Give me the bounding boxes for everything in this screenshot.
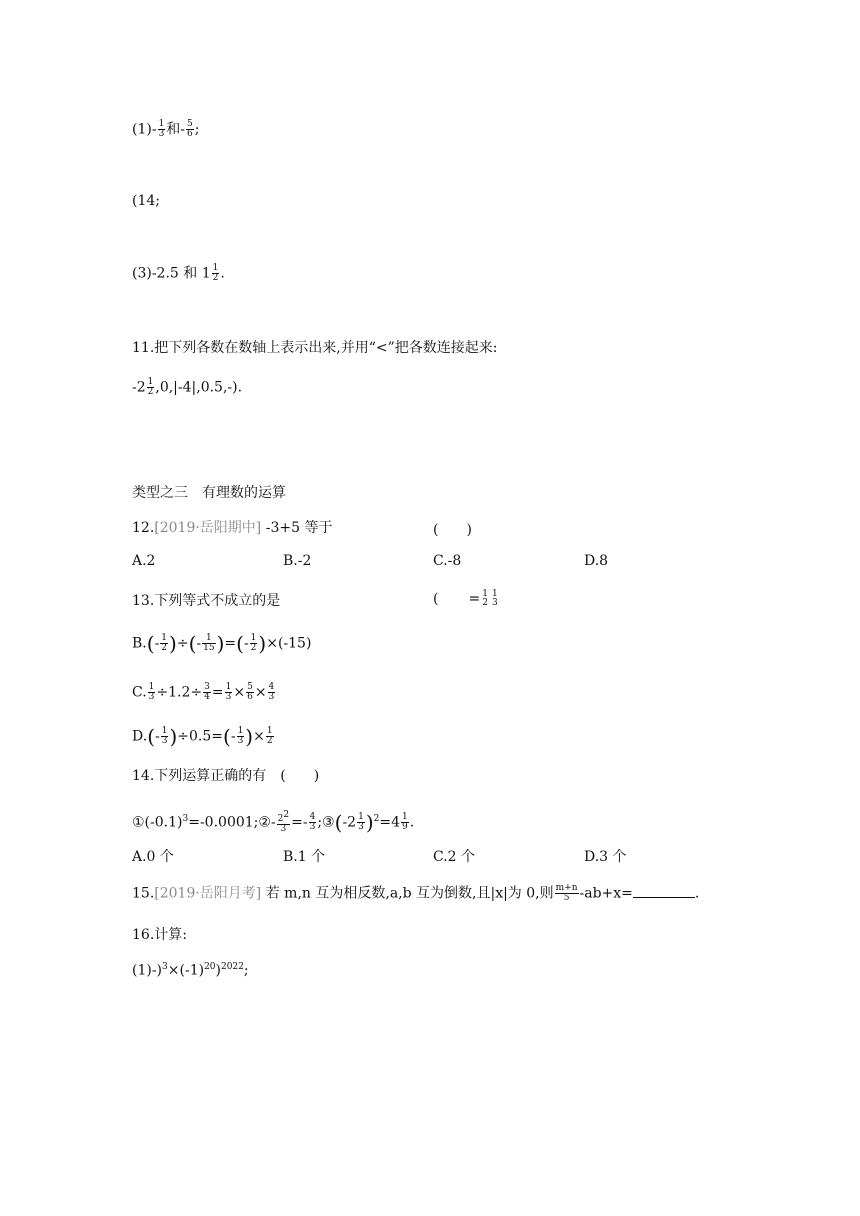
fraction: $\frac{m+n}{5}$ [555, 883, 578, 903]
fraction: $\frac{1}{3}$ [148, 682, 155, 702]
fraction: $\frac{3}{4}$ [204, 682, 210, 702]
q14-option-d: D.3 个 [584, 849, 627, 865]
fraction: $\frac{1}{3}$ [158, 119, 165, 139]
q13-answer-paren: ( = 1 2 1 3 [433, 589, 498, 608]
q12-answer-paren: ( ) [433, 522, 472, 538]
q10-item2: (14; [132, 193, 160, 209]
source-tag: [2019·岳阳月考] [154, 885, 262, 902]
fraction: $\frac{1}{2}$ [161, 633, 168, 653]
fraction: 1 2 [482, 589, 488, 608]
fraction: $\frac{1}{3}$ [237, 726, 244, 746]
q16-item1: $(1)-)^3\times(-1)^{20})^{2022}$; [132, 962, 249, 979]
q14-stem: 14.下列运算正确的有 ( ) [132, 768, 320, 784]
q13-option-c: C. $\frac{1}{3}$ ÷1.2÷ $\frac{3}{4}$ = $\frac{1}{3}$ × $\frac{5}{6}$ × $\frac{4}{3}$ [132, 682, 275, 702]
q14-expression: $①(-0.1)^3=-0.0001;②-$ $\frac{22}{3}$ =- $\frac{4}{3}$ ;③(-2 $\frac{1}{3}$ )$^2$=4 $\frac{1}{9}$ . [132, 810, 415, 835]
q13-option-b: B.(- $\frac{1}{2}$ )÷(- $\frac{1}{15}$ )=(- $\frac{1}{2}$ )×(-15) [132, 631, 312, 656]
q11-numbers: -2 $\frac{1}{2}$ ,0,|-4|,0.5,-). [132, 377, 243, 397]
fraction: $\frac{4}{3}$ [309, 812, 316, 833]
q12-option-a: A.2 [132, 553, 156, 569]
fraction: $\frac{5}{6}$ [187, 119, 193, 139]
fraction: 1 3 [491, 589, 498, 608]
fraction: $\frac{1}{2}$ [250, 633, 257, 653]
fraction: $\frac{22}{3}$ [277, 810, 290, 835]
q15-stem: 15.[2019·岳阳月考] 若 m,n 互为相反数,a,b 互为倒数,且|x|为 0,则 $\frac{m+n}{5}$ -ab+x= . [132, 883, 700, 903]
answer-blank[interactable] [633, 885, 695, 898]
q16-title: 16.计算: [132, 927, 187, 943]
q12-option-c: C.-8 [433, 553, 462, 569]
fraction: $\frac{1}{15}$ [203, 633, 215, 653]
fraction: $\frac{1}{9}$ [402, 812, 408, 833]
q14-option-c: C.2 个 [433, 849, 476, 865]
fraction: $\frac{1}{3}$ [225, 682, 232, 702]
fraction: $\frac{1}{3}$ [358, 812, 364, 833]
q13-stem: 13.下列等式不成立的是 [132, 593, 281, 609]
q12-option-d: D.8 [584, 553, 609, 569]
q11-title: 11.把下列各数在数轴上表示出来,并用“<”把各数连接起来: [132, 340, 498, 356]
fraction: $\frac{1}{3}$ [161, 726, 168, 746]
source-tag: [2019·岳阳期中] [154, 520, 262, 536]
q14-option-a: A.0 个 [132, 849, 174, 865]
fraction: $\frac{5}{6}$ [247, 682, 253, 702]
q12-stem: 12.[2019·岳阳期中] -3+5 等于 [132, 520, 333, 536]
q10-item1: (1)- $\frac{1}{3}$ 和- $\frac{5}{6}$ ; [132, 119, 200, 139]
q14-option-b: B.1 个 [283, 849, 326, 865]
q10-item3: (3)-2.5 和 1 $\frac{1}{2}$ . [132, 263, 225, 283]
section-title: 类型之三 有理数的运算 [132, 485, 286, 501]
q12-option-b: B.-2 [283, 553, 312, 569]
fraction: $\frac{1}{2}$ [266, 726, 273, 746]
fraction: $\frac{1}{2}$ [147, 377, 154, 397]
fraction: $\frac{4}{3}$ [268, 682, 275, 702]
fraction: $\frac{1}{2}$ [212, 263, 219, 283]
q13-option-d: D.(- $\frac{1}{3}$ )÷0.5=(- $\frac{1}{3}$ )× $\frac{1}{2}$ [132, 724, 273, 749]
